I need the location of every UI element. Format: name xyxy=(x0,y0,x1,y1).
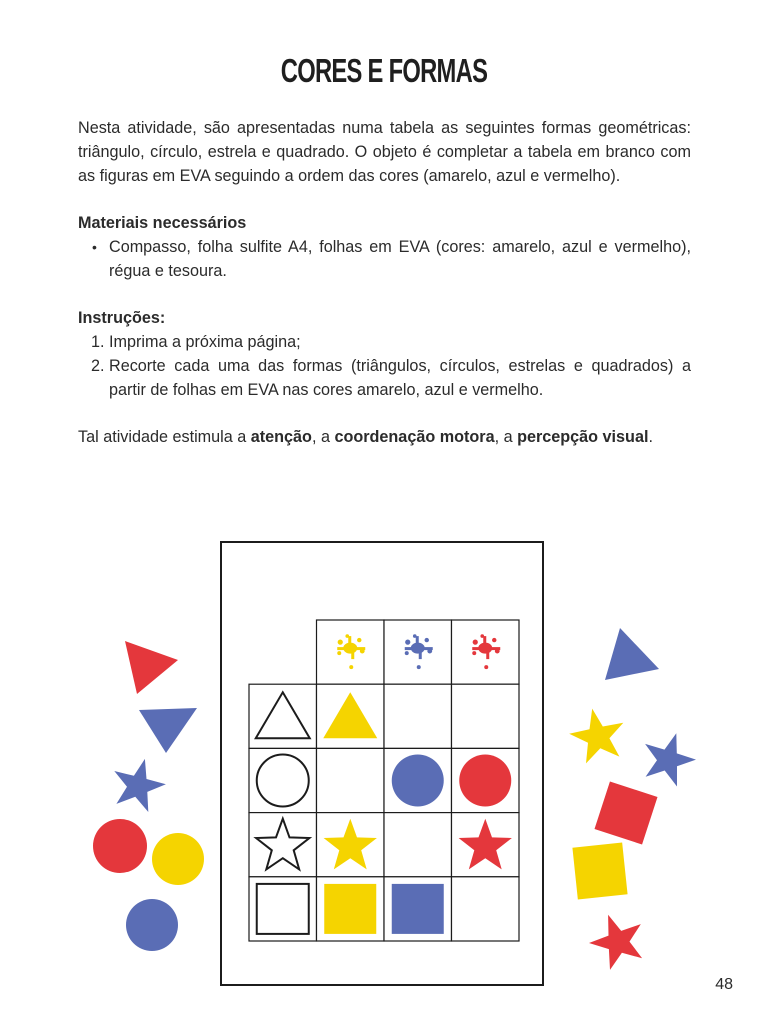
final-text: . xyxy=(648,428,653,446)
red-star-shape xyxy=(589,915,642,970)
blue-triangle-shape xyxy=(605,628,659,680)
color-shape-grid xyxy=(249,620,519,941)
red-square-shape xyxy=(594,781,657,844)
blue-triangle-shape xyxy=(139,708,197,753)
step-number: 1. xyxy=(91,333,105,351)
final-text: , a xyxy=(494,428,518,446)
grid-cell xyxy=(249,813,317,877)
step-text: Imprima a próxima página; xyxy=(109,333,301,351)
grid-cell xyxy=(452,877,520,941)
grid-cell xyxy=(249,748,317,812)
final-bold: coordenação motora xyxy=(334,428,495,446)
yellow-square-shape xyxy=(572,843,627,900)
instructions-heading: Instruções: xyxy=(78,309,166,327)
blue-circle-shape xyxy=(126,899,178,951)
grid-cell xyxy=(249,877,317,941)
grid-cell xyxy=(452,684,520,748)
grid-cell xyxy=(317,748,385,812)
yellow-square-shape xyxy=(324,884,376,934)
final-bold: percepção visual xyxy=(517,428,649,446)
intro-paragraph: Nesta atividade, são apresentadas numa tabela as seguintes formas geométricas: triângulo, círculo, estrela e quadrado. O objeto é completar a tabela em branco com as figuras em EVA seguindo a ordem das cores (amarelo, azul e vermelho). xyxy=(78,119,691,185)
step-text: Recorte cada uma das formas (triângulos, círculos, estrelas e quadrados) a partir de folhas em EVA nas cores amarelo, azul e vermelho. xyxy=(109,357,691,399)
grid-cell xyxy=(384,684,452,748)
red-triangle-shape xyxy=(125,641,178,694)
page-number: 48 xyxy=(715,976,733,993)
blue-square-shape xyxy=(392,884,444,934)
page-title: CORES E FORMAS xyxy=(280,52,488,89)
red-circle-shape xyxy=(93,819,147,873)
red-circle-shape xyxy=(459,755,511,807)
yellow-circle-shape xyxy=(152,833,204,885)
blue-star-shape xyxy=(645,733,696,786)
final-text: Tal atividade estimula a xyxy=(78,428,251,446)
materials-heading: Materiais necessários xyxy=(78,214,247,232)
yellow-star-shape xyxy=(569,709,623,764)
blue-circle-shape xyxy=(392,755,444,807)
grid-cell xyxy=(384,813,452,877)
final-text: , a xyxy=(311,428,335,446)
list-item: • Compasso, folha sulfite A4, folhas em EVA (cores: amarelo, azul e vermelho), régua e tesoura. xyxy=(78,235,691,283)
blue-star-shape xyxy=(114,759,166,812)
step-number: 2. xyxy=(91,357,105,375)
final-bold: atenção xyxy=(250,428,312,446)
